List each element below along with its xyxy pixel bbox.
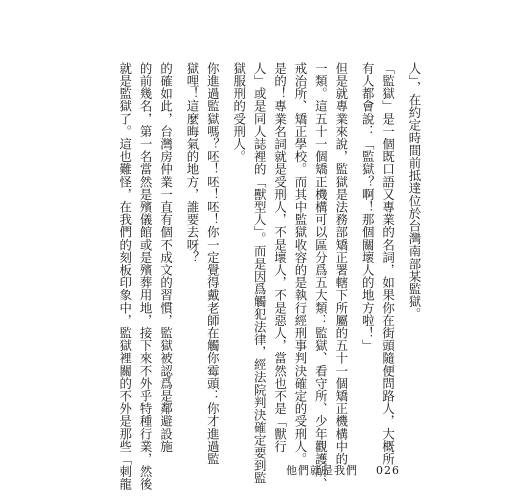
text-column: 的前幾名，第一名當然是殯儀館或是殯葬用地，接下來不外乎特種行業，然後 — [138, 62, 154, 491]
text-column: 你進過監獄嗎？呸！呸！呸！你一定覺得戴老師在觸你霉頭：你才進過監 — [205, 62, 221, 466]
paragraph-gap — [176, 62, 182, 434]
page-footer — [286, 462, 400, 478]
text-column: 就是監獄了。這也難怪，在我們的刻板印象中，監獄裡關的不外是那些「刺龍 — [117, 62, 133, 491]
text-column: 有人都會說：「監獄？啊！那個關壞人的地方啦！」 — [360, 62, 376, 352]
text-column: 的確如此，台灣房仲業一直有個不成文的習慣，監獄被認爲是鄰避設施 — [158, 62, 174, 453]
text-column: 是的！專業名詞就是受刑人，不是壞人，不是惡人，當然也不是「獸行 — [272, 62, 288, 453]
text-column: 但是就專業來說，監獄是法務部矯正署轄下所屬的五十一個矯正機構中的 — [333, 62, 349, 466]
paragraph-gap — [398, 62, 404, 434]
text-column: 人」或是同人誌裡的「獸型人」。而是因爲觸犯法律，經法院判決確定要到監 — [252, 62, 268, 485]
text-column: 戒治所、矯正學校。而其中監獄收容的是執行經刑事判決確定的受刑人。 — [292, 62, 308, 466]
text-column: 人」，在約定時間前抵達位於台灣南部某監獄。 — [407, 62, 422, 321]
running-title: 他們就是我們 — [286, 464, 358, 477]
text-column: 「監獄」是一個既口語又專業的名詞，如果你在街頭隨便問路人，大概所 — [380, 62, 396, 466]
text-column: 獄服刑的受刑人。 — [231, 62, 247, 163]
text-column: 獄哩！這麼晦氣的地方，誰要去呀？ — [184, 62, 200, 264]
text-column: 一類。這五十一個矯正機構可以區分爲五大類：監獄、看守所、少年觀護所、 — [313, 62, 329, 491]
page-number: 026 — [376, 464, 400, 477]
paragraph-gap — [351, 62, 357, 434]
